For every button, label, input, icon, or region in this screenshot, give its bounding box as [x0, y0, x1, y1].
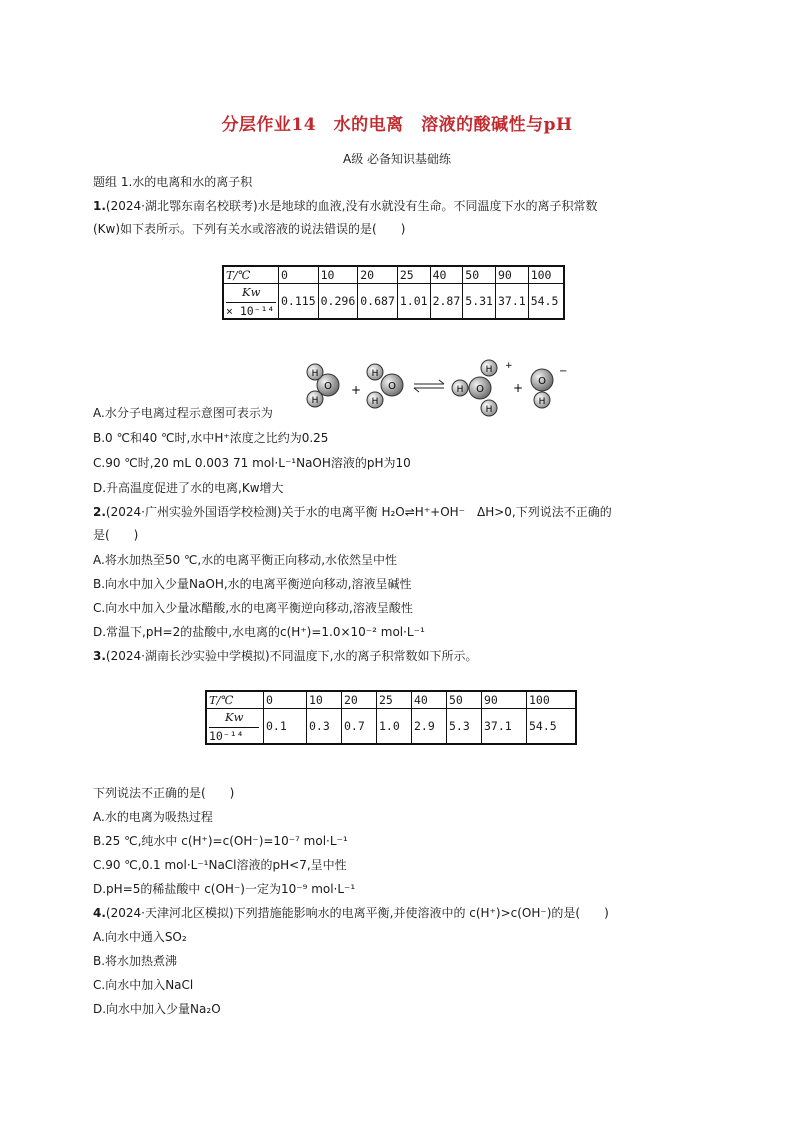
q1-kw-value: 37.1 — [495, 284, 528, 320]
q1-temp-cell: 40 — [430, 266, 463, 284]
q3-table-header-label: T/℃ — [206, 691, 264, 709]
q3-option-a: A.水的电离为吸热过程 — [93, 810, 213, 824]
q1-table-value-row — [223, 284, 564, 320]
q2-stem-line2: 是( ) — [93, 528, 139, 542]
q3-kw-value: 2.9 — [412, 709, 447, 745]
q3-table-header-row — [206, 691, 576, 709]
atom-h-label: H — [311, 369, 319, 379]
q3-kw-label: Kw — [225, 710, 244, 724]
q4-option-c: C.向水中加入NaCl — [93, 978, 194, 992]
q3-option-c: C.90 ℃,0.1 mol·L⁻¹NaCl溶液的pH<7,呈中性 — [93, 858, 347, 872]
q3-temp-cell: 0 — [264, 691, 307, 709]
q4-stem — [93, 905, 713, 921]
atom-o-label: O — [538, 376, 546, 387]
q3-kw-value: 1.0 — [377, 709, 412, 745]
q1-temp-cell: 10 — [318, 266, 358, 284]
q3-number: 3. — [93, 649, 106, 663]
q1-kw-value: 1.01 — [397, 284, 430, 320]
q1-stem-line1 — [93, 198, 713, 214]
q1-source: (2024·湖北鄂东南名校联考) — [105, 199, 258, 213]
page-title: 分层作业14 水的电离 溶液的酸碱性与pH — [221, 115, 573, 135]
q3-table-value-row — [206, 709, 576, 745]
q3-kw-unit: 10⁻¹⁴ — [209, 727, 259, 743]
plus-sign: + — [350, 383, 362, 397]
q4-option-b: B.将水加热煮沸 — [93, 954, 178, 968]
q2-option-b: B.向水中加入少量NaOH,水的电离平衡逆向移动,溶液呈碱性 — [93, 577, 412, 591]
q2-option-a: A.将水加热至50 ℃,水的电离平衡正向移动,水依然呈中性 — [93, 553, 398, 567]
plus-sign: + — [512, 381, 524, 395]
q4-option-a: A.向水中通入SO₂ — [93, 930, 187, 944]
atom-h-label: H — [456, 385, 464, 395]
q4-stem-text: 下列措施能影响水的电离平衡,并使溶液中的 c(H⁺)>c(OH⁻)的是( ) — [233, 906, 609, 920]
q1-temp-cell: 100 — [528, 266, 564, 284]
q1-kw-value: 54.5 — [528, 284, 564, 320]
atom-h-label: H — [371, 369, 379, 379]
atom-h-label: H — [485, 365, 493, 375]
q2-option-c: C.向水中加入少量冰醋酸,水的电离平衡逆向移动,溶液呈酸性 — [93, 601, 413, 615]
q1-option-d: D.升高温度促进了水的电离,Kw增大 — [93, 481, 284, 495]
atom-o-label: O — [324, 381, 332, 392]
hydroxide-ion — [531, 366, 567, 408]
q1-kw-value: 0.687 — [358, 284, 398, 320]
q3-temp-cell: 90 — [482, 691, 527, 709]
q1-option-b: B.0 ℃和40 ℃时,水中H⁺浓度之比约为0.25 — [93, 431, 329, 445]
q3-kw-value: 37.1 — [482, 709, 527, 745]
q1-temp-cell: 20 — [358, 266, 398, 284]
q1-kw-value: 5.31 — [463, 284, 496, 320]
q1-kw-label: Kw — [242, 285, 261, 299]
q3-option-b: B.25 ℃,纯水中 c(H⁺)=c(OH⁻)=10⁻⁷ mol·L⁻¹ — [93, 834, 348, 848]
atom-h-label: H — [485, 405, 493, 415]
q1-number: 1. — [93, 199, 106, 213]
q4-source: (2024·天津河北区模拟) — [105, 906, 234, 920]
group-text: 水的电离和水的离子积 — [132, 175, 253, 189]
water-molecule-1 — [307, 364, 339, 407]
water-molecule-2 — [367, 364, 403, 408]
atom-h-label: H — [311, 396, 319, 406]
q1-kw-unit: × 10⁻¹⁴ — [226, 304, 275, 318]
q4-option-d: D.向水中加入少量Na₂O — [93, 1002, 221, 1016]
q1-table-header-row — [223, 266, 564, 284]
q2-stem-line1 — [93, 504, 713, 520]
negative-charge: − — [559, 366, 568, 377]
q1-table-header-label: T/℃ — [223, 266, 279, 284]
q1-temp-cell: 25 — [397, 266, 430, 284]
q3-kw-value: 0.7 — [342, 709, 377, 745]
q3-temp-cell: 100 — [527, 691, 577, 709]
q2-option-d: D.常温下,pH=2的盐酸中,水电离的c(H⁺)=1.0×10⁻² mol·L⁻¹ — [93, 625, 425, 639]
equilibrium-arrow-icon — [414, 380, 444, 392]
q3-table-row-label — [206, 709, 264, 745]
atom-o-label: O — [388, 381, 396, 392]
q3-kw-value: 5.3 — [447, 709, 482, 745]
q1-option-c: C.90 ℃时,20 mL 0.003 71 mol·L⁻¹NaOH溶液的pH为10 — [93, 456, 411, 470]
q4-number: 4. — [93, 906, 106, 920]
q1-temp-cell: 0 — [279, 266, 319, 284]
q3-kw-value: 54.5 — [527, 709, 577, 745]
group-label: 题组 1. — [93, 175, 133, 189]
q3-temp-cell: 50 — [447, 691, 482, 709]
q3-temp-cell: 20 — [342, 691, 377, 709]
q1-kw-table — [222, 265, 565, 320]
atom-h-label: H — [538, 397, 546, 407]
q3-stem-text: 不同温度下,水的离子积常数如下所示。 — [269, 649, 478, 663]
q3-kw-value: 0.1 — [264, 709, 307, 745]
q3-question: 下列说法不正确的是( ) — [93, 786, 235, 800]
q3-temp-cell: 40 — [412, 691, 447, 709]
q3-temp-cell: 10 — [307, 691, 342, 709]
positive-charge: + — [505, 361, 513, 371]
q2-stem: 关于水的电离平衡 H₂O⇌H⁺+OH⁻ ΔH>0,下列说法不正确的 — [281, 505, 612, 519]
q1-kw-value: 0.296 — [318, 284, 358, 320]
q1-temp-cell: 90 — [495, 266, 528, 284]
q1-kw-value: 0.115 — [279, 284, 319, 320]
q3-source: (2024·湖南长沙实验中学模拟) — [105, 649, 270, 663]
q2-source: (2024·广州实验外国语学校检测) — [105, 505, 282, 519]
q1-table-row-label — [223, 284, 279, 320]
q1-stem-line2: (Kw)如下表所示。下列有关水或溶液的说法错误的是( ) — [93, 222, 406, 236]
q3-stem — [93, 648, 713, 664]
group-heading — [93, 174, 713, 190]
q1-temp-cell: 50 — [463, 266, 496, 284]
q1-option-a: A.水分子电离过程示意图可表示为 — [93, 406, 273, 420]
section-subtitle: A级 必备知识基础练 — [342, 152, 452, 166]
atom-h-label: H — [371, 397, 379, 407]
q3-kw-table — [205, 690, 577, 745]
q1-kw-value: 2.87 — [430, 284, 463, 320]
q3-temp-cell: 25 — [377, 691, 412, 709]
atom-o-label: O — [476, 384, 484, 395]
q1-stem: 水是地球的血液,没有水就没有生命。不同温度下水的离子积常数 — [257, 199, 598, 213]
q3-option-d: D.pH=5的稀盐酸中 c(OH⁻)一定为10⁻⁹ mol·L⁻¹ — [93, 882, 356, 896]
q3-kw-value: 0.3 — [307, 709, 342, 745]
q2-number: 2. — [93, 505, 106, 519]
